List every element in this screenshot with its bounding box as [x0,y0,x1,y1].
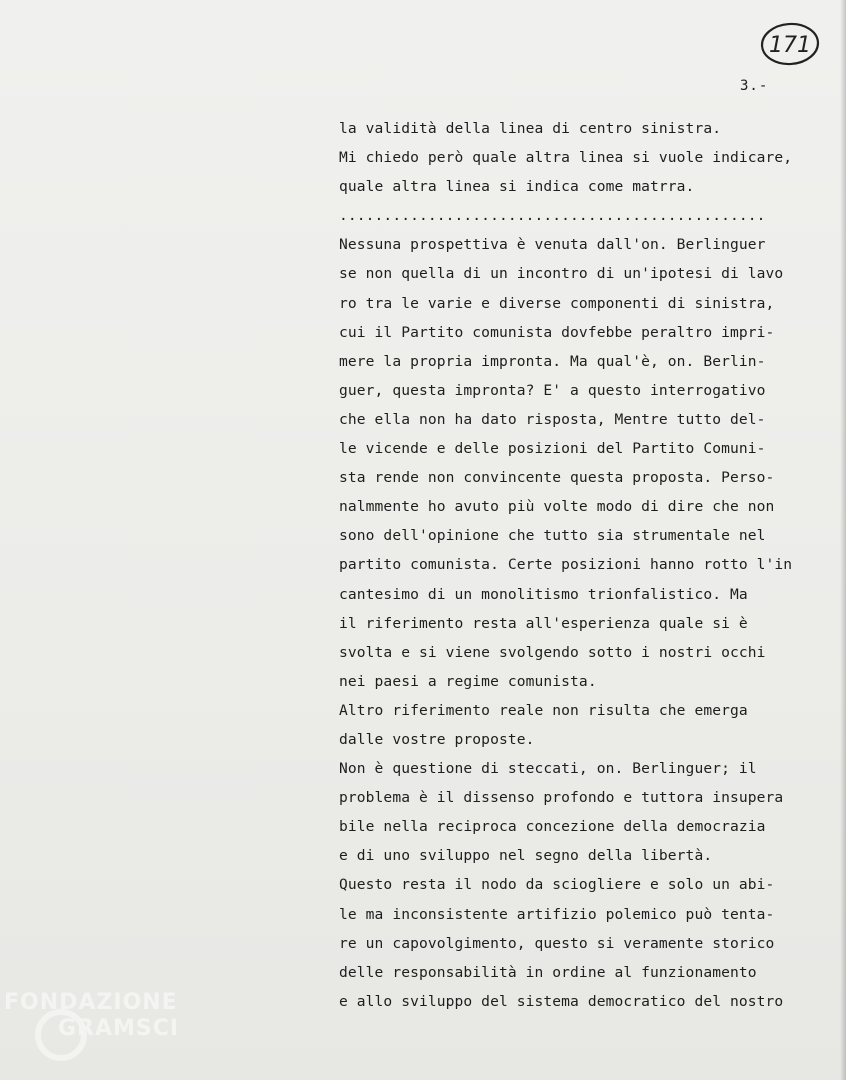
fondazione-gramsci-watermark [0,990,220,1080]
archive-stamp-number: 171 [769,33,811,58]
text-line: svolta e si viene svolgendo sotto i nostri occhi [339,643,766,661]
text-line: delle responsabilità in ordine al funzionamento [339,963,757,981]
text-line: nalmmente ho avuto più volte modo di dire che non [339,498,775,516]
archive-stamp [759,20,821,68]
text-line: nei paesi a regime comunista. [339,672,597,690]
text-line: le vicende e delle posizioni del Partito Comuni- [339,440,766,458]
text-line: quale altra linea si indica come matrra. [339,178,695,196]
text-line: cantesimo di un monolitismo trionfalistico. Ma [339,585,748,603]
text-line: Non è questione di steccati, on. Berlinguer; il [339,760,757,778]
watermark-line-1: FONDAZIONE [4,990,178,1015]
text-line: e di uno sviluppo nel segno della libertà. [339,847,713,865]
text-line: cui il Partito comunista dovfebbe peraltro impri- [339,323,775,341]
text-line: dalle vostre proposte. [339,730,535,748]
text-line: e allo sviluppo del sistema democratico del nostro [339,992,784,1010]
text-line: il riferimento resta all'esperienza quale si è [339,614,748,632]
text-line: bile nella reciproca concezione della democrazia [339,818,766,836]
text-line: che ella non ha dato risposta, Mentre tutto del- [339,410,766,428]
text-line: Altro riferimento reale non risulta che emerga [339,701,748,719]
text-line: ro tra le varie e diverse componenti di sinistra, [339,294,775,312]
text-line: re un capovolgimento, questo si veramente storico [339,934,775,952]
text-line: le ma inconsistente artifizio polemico può tenta- [339,905,775,923]
text-line: mere la propria impronta. Ma qual'è, on. Berlin- [339,352,766,370]
text-line: guer, questa impronta? E' a questo interrogativo [339,381,766,399]
page-number: 3.- [740,78,769,94]
text-line: Nessuna prospettiva è venuta dall'on. Berlinguer [339,236,766,254]
text-line: Mi chiedo però quale altra linea si vuole indicare, [339,149,793,167]
text-line: Questo resta il nodo da sciogliere e solo un abi- [339,876,775,894]
text-line: sta rende non convincente questa proposta. Perso- [339,469,775,487]
text-line: problema è il dissenso profondo e tuttora insupera [339,789,784,807]
text-line: partito comunista. Certe posizioni hanno rotto l'in [339,556,793,574]
text-line: la validità della linea di centro sinistra. [339,120,722,137]
text-line: sono dell'opinione che tutto sia strumentale nel [339,527,766,545]
text-line: ................................................ [339,207,766,225]
text-line: se non quella di un incontro di un'ipotesi di lavo [339,265,784,283]
typed-text-body [339,114,846,1016]
watermark-line-2: GRAMSCI [58,1016,180,1041]
